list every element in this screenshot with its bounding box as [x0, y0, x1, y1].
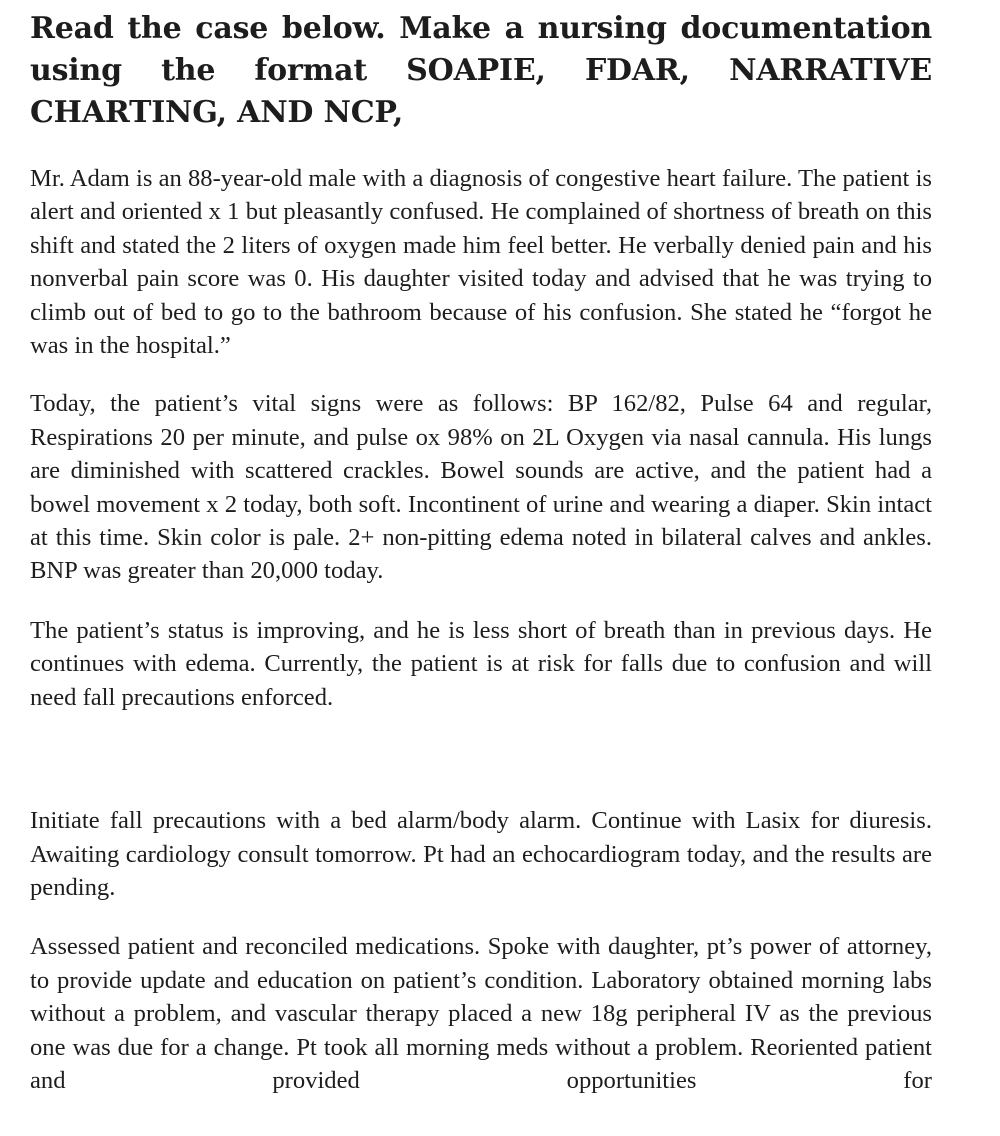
- case-paragraph-assessment: The patient’s status is improving, and he is less short of breath than in previous days. He continues with edema. Currently, the patient is at risk for falls due to confusion and will need fall precautions enforced.: [30, 616, 932, 711]
- document-page: [30, 8, 932, 1097]
- case-paragraph-subjective: Mr. Adam is an 88-year-old male with a diagnosis of congestive heart failure. The patient is alert and oriented x 1 but pleasantly confused. He complained of shortness of breath on this shift and stated the 2 liters of oxygen made him feel better. He verbally denied pain and his nonverbal pain score was 0. His daughter visited today and advised that he was trying to climb out of bed to go to the bathroom because of his confusion. She stated he “forgot he was in the hospital.”: [30, 165, 932, 360]
- case-paragraph-objective: Today, the patient’s vital signs were as follows: BP 162/82, Pulse 64 and regular, Respirations 20 per minute, and pulse ox 98% on 2L Oxygen via nasal cannula. His lungs are diminished with scattered crackles. Bowel sounds are active, and the patient had a bowel movement x 2 today, both soft. Incontinent of urine and wearing a diaper. Skin intact at this time. Skin color is pale. 2+ non-pitting edema noted in bilateral calves and ankles. BNP was greater than 20,000 today.: [30, 390, 932, 585]
- instruction-heading: Read the case below. Make a nursing documentation using the format SOAPIE, FDAR, NARRATIVE CHARTING, AND NCP,: [30, 11, 932, 130]
- case-paragraph-plan: Initiate fall precautions with a bed alarm/body alarm. Continue with Lasix for diuresis. Awaiting cardiology consult tomorrow. Pt had an echocardiogram today, and the results are pending.: [30, 807, 932, 901]
- case-paragraph-intervention: Assessed patient and reconciled medications. Spoke with daughter, pt’s power of attorney, to provide update and education on patient’s condition. Laboratory obtained morning labs without a problem, and vascular therapy placed a new 18g peripheral IV as the previous one was due for a change. Pt took all morning meds without a problem. Reoriented patient and provided opportunities for: [30, 933, 932, 1094]
